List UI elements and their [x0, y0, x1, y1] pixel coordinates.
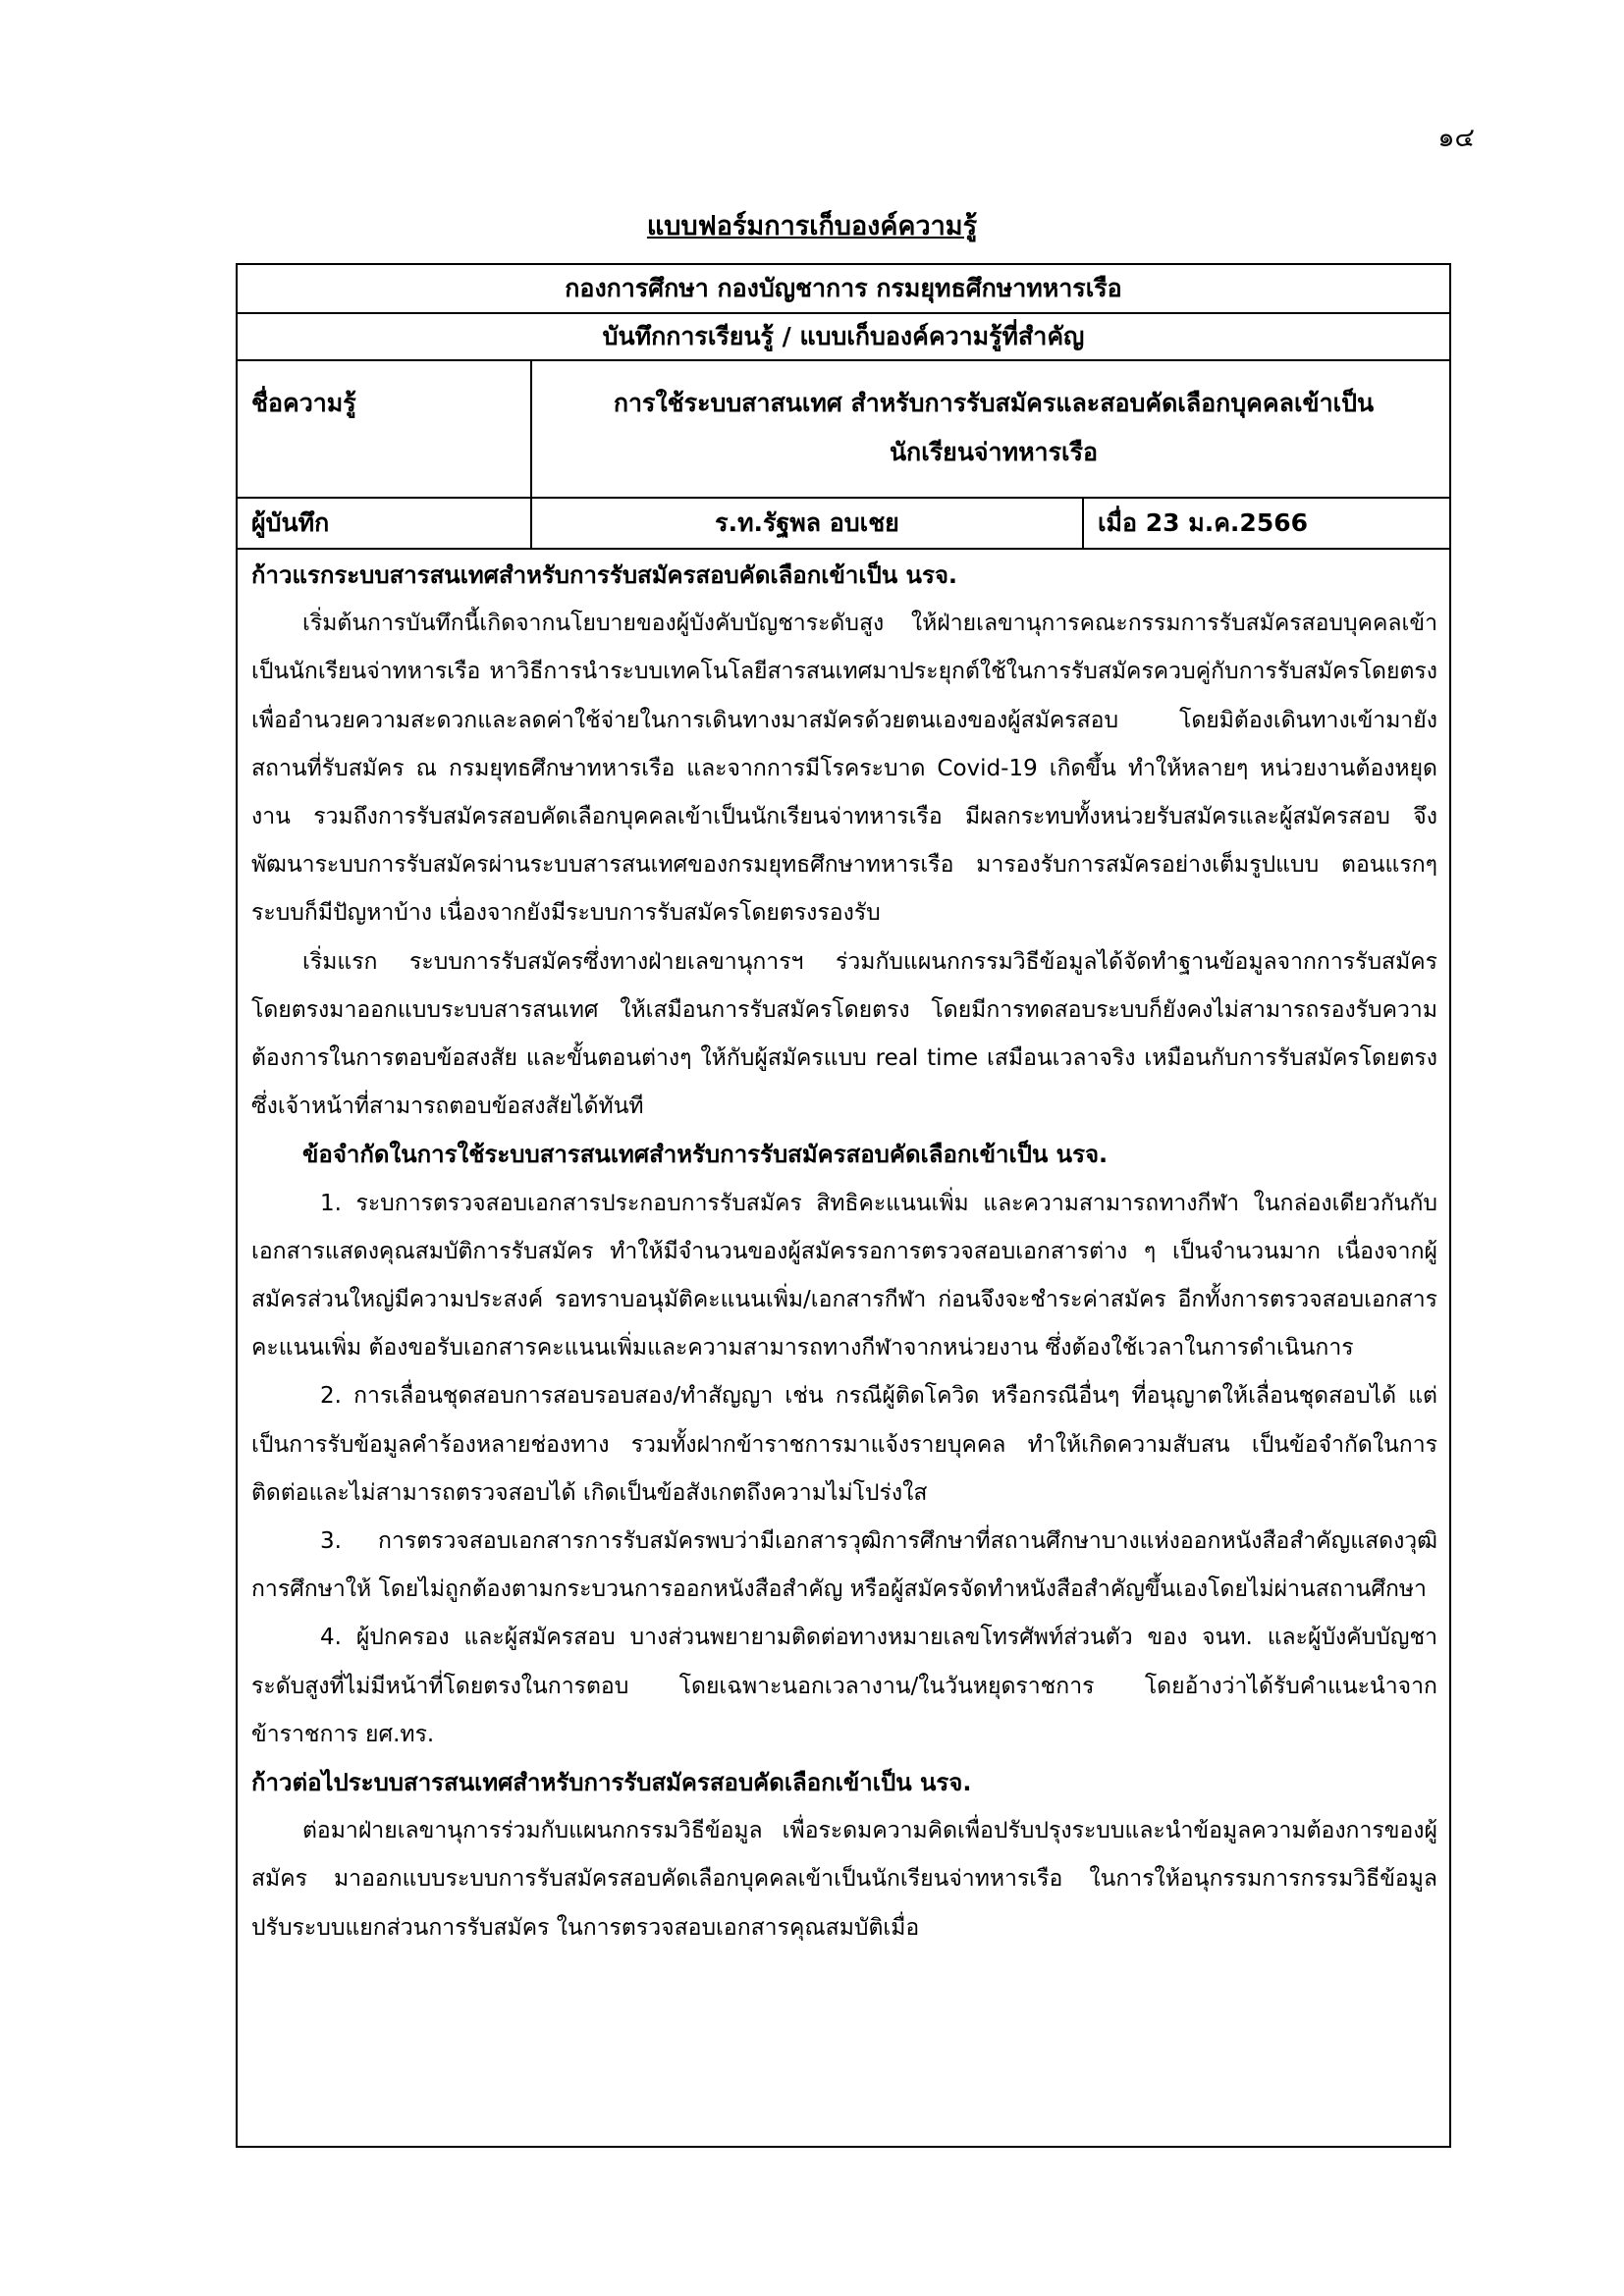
knowledge-title — [532, 379, 1455, 477]
section-heading-limitations: ข้อจำกัดในการใช้ระบบสารสนเทศสำหรับการรับสมัครสอบคัดเลือกเข้าเป็น นรจ. — [302, 1141, 1109, 1169]
knowledge-body — [251, 552, 1437, 1952]
section-heading-next-step: ก้าวต่อไประบบสารสนเทศสำหรับการรับสมัครสอบคัดเลือกเข้าเป็น นรจ. — [251, 1769, 972, 1797]
limitation-item-2: 2. การเลื่อนชุดสอบการสอบรอบสอง/ทำสัญญา เช่น กรณีผู้ติดโควิด หรือกรณีอื่นๆ ที่อนุญาตให้เลื่อนชุดสอบได้ แต่เป็นการรับข้อมูลคำร้องหลายช่องทาง รวมทั้งฝากข้าราชการมาแจ้งรายบุคคล ทำให้เกิดความสับสน เป็นข้อจำกัดในการติดต่อและไม่สามารถตรวจสอบได้ เกิดเป็นข้อสังเกตถึงความไม่โปร่งใส — [251, 1383, 1437, 1506]
recorder-row — [238, 499, 1449, 550]
paragraph-initial-system: เริ่มแรก ระบบการรับสมัครซึ่งทางฝ่ายเลขานุการฯ ร่วมกับแผนกกรรมวิธีข้อมูลได้จัดทำฐานข้อมูลจากการรับสมัครโดยตรงมาออกแบบระบบสารสนเทศ ให้เสมือนการรับสมัครโดยตรง โดยมีการทดสอบระบบก็ยังคงไม่สามารถรองรับความต้องการในการตอบข้อสงสัย และขั้นตอนต่างๆ ให้กับผู้สมัครแบบ real time เสมือนเวลาจริง เหมือนกับการรับสมัครโดยตรง ซึ่งเจ้าหน้าที่สามารถตอบข้อสงสัยได้ทันที — [251, 948, 1437, 1120]
organization-header: กองการศึกษา กองบัญชาการ กรมยุทธศึกษาทหารเรือ — [238, 265, 1449, 314]
limitation-item-4: 4. ผู้ปกครอง และผู้สมัครสอบ บางส่วนพยายามติดต่อทางหมายเลขโทรศัพท์ส่วนตัว ของ จนท. และผู้บังคับบัญชาระดับสูงที่ไม่มีหน้าที่โดยตรงในการตอบ โดยเฉพาะนอกเวลางาน/ในวันหยุดราชการ โดยอ้างว่าได้รับคำแนะนำจาก ข้าราชการ ยศ.ทร. — [251, 1625, 1437, 1747]
knowledge-label: ชื่อความรู้ — [251, 389, 356, 417]
section-heading-first-step: ก้าวแรกระบบสารสนเทศสำหรับการรับสมัครสอบคัดเลือกเข้าเป็น นรจ. — [251, 561, 958, 589]
form-subtitle: บันทึกการเรียนรู้ / แบบเก็บองค์ความรู้ที่สำคัญ — [238, 314, 1449, 361]
knowledge-title-line1: การใช้ระบบสาสนเทศ สำหรับการรับสมัครและสอบคัดเลือกบุคคลเข้าเป็น — [613, 389, 1375, 417]
column-divider — [1082, 499, 1084, 548]
form-title: แบบฟอร์มการเก็บองค์ความรู้ — [646, 211, 978, 241]
paragraph-background: เริ่มต้นการบันทึกนี้เกิดจากนโยบายของผู้บังคับบัญชาระดับสูง ให้ฝ่ายเลขานุการคณะกรรมการรับสมัครสอบบุคคลเข้าเป็นนักเรียนจ่าทหารเรือ หาวิธีการนำระบบเทคโนโลยีสารสนเทศมาประยุกต์ใช้ในการรับสมัครควบคู่กับการรับสมัครโดยตรง เพื่ออำนวยความสะดวกและลดค่าใช้จ่ายในการเดินทางมาสมัครด้วยตนเองของผู้สมัครสอบ โดยมิต้องเดินทางเข้ามายังสถานที่รับสมัคร ณ กรมยุทธศึกษาทหารเรือ และจากการมีโรคระบาด Covid-19 เกิดขึ้น ทำให้หลายๆ หน่วยงานต้องหยุดงาน รวมถึงการรับสมัครสอบคัดเลือกบุคคลเข้าเป็นนักเรียนจ่าทหารเรือ มีผลกระทบทั้งหน่วยรับสมัครและผู้สมัครสอบ จึงพัฒนาระบบการรับสมัครผ่านระบบสารสนเทศของกรมยุทธศึกษาทหารเรือ มารองรับการสมัครอย่างเต็มรูปแบบ ตอนแรกๆ ระบบก็มีปัญหาบ้าง เนื่องจากยังมีระบบการรับสมัครโดยตรงรองรับ — [251, 611, 1437, 927]
page-number: ๑๔ — [1437, 123, 1475, 153]
knowledge-title-row — [238, 361, 1449, 499]
recorder-name: ร.ท.รัฐพล อบเชย — [715, 508, 899, 537]
limitation-item-1: 1. ระบการตรวจสอบเอกสารประกอบการรับสมัคร สิทธิคะแนนเพิ่ม และความสามารถทางกีฬา ในกล่องเดียวกันกับเอกสารแสดงคุณสมบัติการรับสมัคร ทำให้มีจำนวนของผู้สมัครรอการตรวจสอบเอกสารต่าง ๆ เป็นจำนวนมาก เนื่องจากผู้สมัครส่วนใหญ่มีความประสงค์ รอทราบอนุมัติคะแนนเพิ่ม/เอกสารกีฬา ก่อนจึงจะชำระค่าสมัคร อีกทั้งการตรวจสอบเอกสารคะแนนเพิ่ม ต้องขอรับเอกสารคะแนนเพิ่มและความสามารถทางกีฬาจากหน่วยงาน ซึ่งต้องใช้เวลาในการดำเนินการ — [251, 1190, 1437, 1362]
knowledge-title-line2: นักเรียนจ่าทหารเรือ — [889, 438, 1099, 466]
knowledge-form — [236, 263, 1451, 2148]
record-date: เมื่อ 23 ม.ค.2566 — [1098, 508, 1309, 537]
limitation-item-3: 3. การตรวจสอบเอกสารการรับสมัครพบว่ามีเอกสารวุฒิการศึกษาที่สถานศึกษาบางแห่งออกหนังสือสำคัญแสดงวุฒิการศึกษาให้ โดยไม่ถูกต้องตามกระบวนการออกหนังสือสำคัญ หรือผู้สมัครจัดทำหนังสือสำคัญขึ้นเองโดยไม่ผ่านสถานศึกษา — [251, 1528, 1437, 1603]
paragraph-next-step: ต่อมาฝ่ายเลขานุการร่วมกับแผนกกรรมวิธีข้อมูล เพื่อระดมความคิดเพื่อปรับปรุงระบบและนำข้อมูลความต้องการของผู้สมัคร มาออกแบบระบบการรับสมัครสอบคัดเลือกบุคคลเข้าเป็นนักเรียนจ่าทหารเรือ ในการให้อนุกรรมการกรรมวิธีข้อมูลปรับระบบแยกส่วนการรับสมัคร ในการตรวจสอบเอกสารคุณสมบัติเมื่อ — [251, 1818, 1437, 1941]
recorder-label: ผู้บันทึก — [251, 508, 330, 537]
